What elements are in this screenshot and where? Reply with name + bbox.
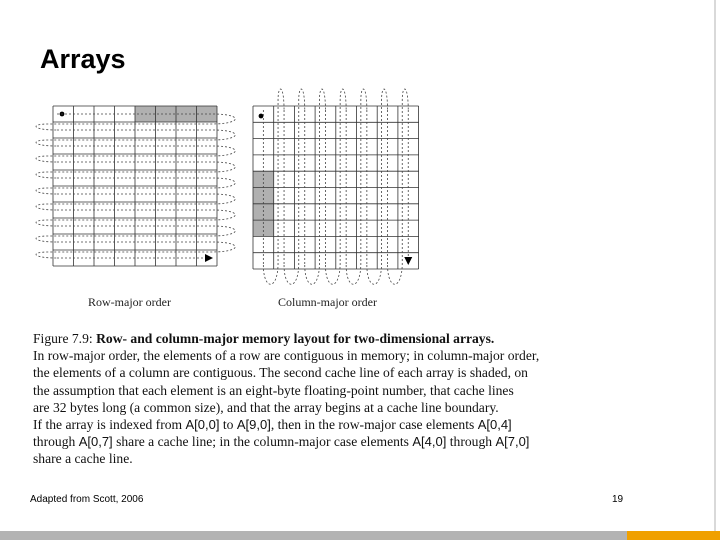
index-a90: A[9,0]: [236, 417, 271, 433]
caption-text-segment: through: [449, 434, 493, 450]
page-number: 19: [612, 494, 624, 505]
caption-body-line-4: are 32 bytes long (a common size), and that the array begins at a cache line boundary.: [33, 399, 499, 415]
index-a07: A[0,7]: [78, 434, 113, 450]
row-major-label: Row-major order: [88, 295, 171, 309]
caption-body-line-7: share a cache line.: [33, 451, 133, 467]
index-a70: A[7,0]: [495, 434, 530, 450]
caption-text-segment: to: [222, 417, 234, 433]
slide-title: Arrays: [40, 44, 126, 74]
footer-accent: [627, 531, 720, 540]
caption-body-line-6: [33, 433, 653, 450]
caption-body-line-5: [33, 416, 653, 433]
column-major-label: Column-major order: [278, 295, 377, 309]
caption-line-1: [33, 330, 653, 347]
caption-body-line-3: the assumption that each element is an eight-byte floating-point number, that cache lines: [33, 382, 514, 398]
index-a04: A[0,4]: [477, 417, 512, 433]
index-a00: A[0,0]: [185, 417, 220, 433]
index-a40: A[4,0]: [412, 434, 447, 450]
column-major-end-arrow: [404, 257, 412, 265]
footer-bar: [0, 531, 627, 540]
caption-text-segment: , then in the row-major case elements: [270, 417, 475, 433]
column-major-start-dot: [259, 114, 264, 119]
caption-body-line-1: In row-major order, the elements of a row are contiguous in memory; in column-major order,: [33, 348, 540, 364]
figure-number: Figure 7.9:: [33, 331, 93, 346]
caption-text-segment: share a cache line; in the column-major case elements: [116, 434, 409, 450]
row-major-end-arrow: [205, 254, 213, 262]
caption-text-segment: through: [33, 434, 76, 450]
caption-body-line-2: the elements of a column are contiguous. The second cache line of each array is shaded, on: [33, 365, 528, 381]
figure-caption: [33, 330, 653, 468]
caption-heading: Row- and column-major memory layout for two-dimensional arrays.: [96, 331, 495, 346]
caption-text-segment: If the array is indexed from: [33, 417, 183, 433]
footer-source: Adapted from Scott, 2006: [30, 494, 144, 505]
